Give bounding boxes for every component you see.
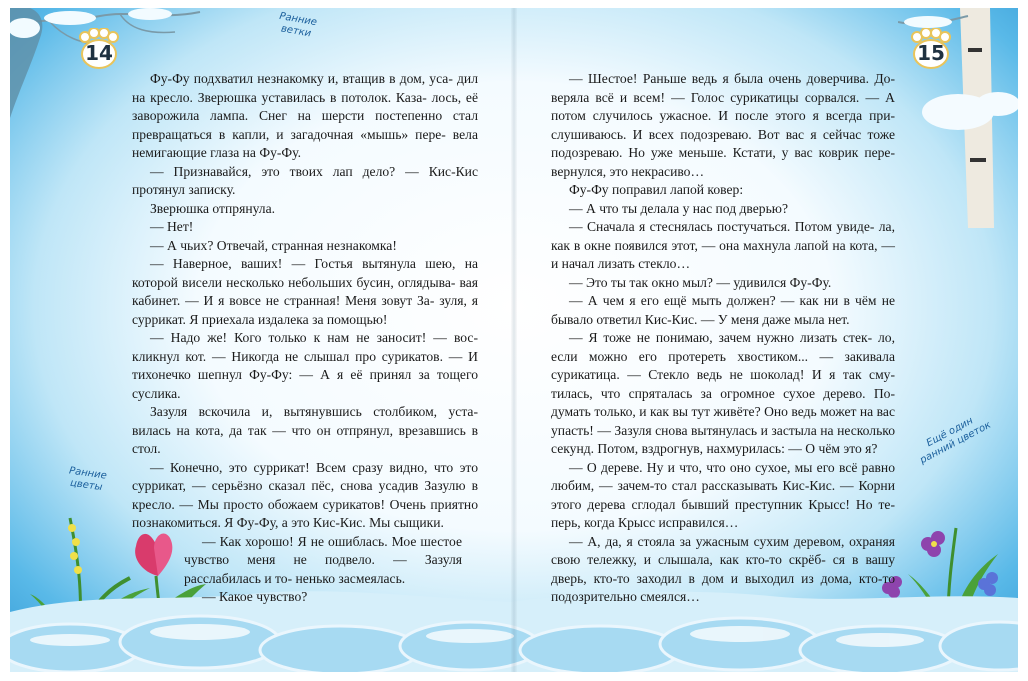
paragraph: — Конечно, это суррикат! Всем сразу видно, что это суррикат, — серьёзно сказал пёс, снова усадив Зазулю в кресло. — Мы просто обожаем сурикатов! Очень приятно познакомиться. Я Фу-Фу, а это Кис-Кис. Мы сыщики.: [132, 459, 478, 530]
left-flowers-note-line-1: Ранние: [68, 465, 108, 482]
paragraph: — О дереве. Ну и что, что оно сухое, мы его всё равно любим, — зачем-то стал рассказывать Кис-Кис. — Корни этого дерева сглодал бывший преступник Крысс! Но те- перь, когда Крысс исправился…: [551, 459, 895, 530]
paragraph: — Надо же! Кого только к нам не заносит! — вос- кликнул кот. — Никогда не слышал про сурикатов. — И тихонечко шепнул Фу-Фу: — А я её принял за тощего суслика.: [132, 330, 478, 401]
right-page-text: [551, 70, 895, 607]
paragraph: — Нет!: [150, 219, 194, 234]
paragraph: Зверюшка отпрянула.: [150, 200, 276, 216]
left-page-note: Ранние ветки: [278, 10, 318, 40]
paragraph: Фу-Фу поправил лапой ковер:: [569, 182, 744, 197]
left-flowers-note-line-2: цветы: [69, 477, 104, 494]
paragraph: — Шестое! Раньше ведь я была очень доверчива. До- веряла всё и всем! — Голос сурикатицы сорвался. — А потом случилось ужасное. И после этого я всегда при- слушиваюсь. И всех подозреваю. Вот вас я сейчас тоже подозреваю. Но уже меньше. Кстати, у вас коврик пере- вернулся, это некрасиво…: [551, 71, 895, 179]
paragraph: — Наверное, ваших! — Гостья вытянула шею, на которой висели несколько небольших бусин, оглядыва- вая кабинет. — И я вовсе не странная! Меня зовут За- зуля, я суррикат. Я приехала издалека за помощью!: [132, 256, 478, 327]
paragraph: — Какое чувство?: [202, 589, 308, 604]
right-page: [515, 8, 1018, 672]
paragraph: — Сначала я стеснялась постучаться. Потом увиде- ла, как в окне появился этот, — она махнула лапой на кота, — и начал лизать стекло…: [551, 219, 895, 271]
page-number-left: [76, 28, 122, 70]
left-page: [10, 8, 513, 672]
paragraph: — А, да, я стояла за ужасным сухим деревом, охраняя свою тележку, и слышала, как кто-то скрёб- ся в вашу дверь, кто-то заходил в дом и выходил из дома, кто-то подозрительно смеялся…: [551, 533, 895, 604]
right-page-note: Ещё один ранний цветок: [918, 415, 993, 467]
paragraph: — Я тоже не понимаю, зачем нужно лизать стек- ло, если можно его протереть хвостиком... — закивала сурикатица. — Стекло ведь не шоколад! И я так сму- тилась, что спряталась за огромное сухое дерево. По- думать только, и как вы тут живёте? Оно ведь может на вас упасть! — Зазуля снова вытянулась и застыла на несколько секунд. Потом, вздрогнув, нахмурилась: — О чём это я?: [551, 330, 895, 456]
paragraph: — А что ты делала у нас под дверью?: [569, 200, 788, 216]
left-page-text: [132, 70, 478, 607]
page-number-right: [908, 28, 954, 70]
paragraph: — А чьих? Отвечай, странная незнакомка!: [150, 237, 397, 253]
book-spread: [10, 8, 1018, 672]
page-number-left-text: 14: [85, 41, 113, 65]
paragraph: — Это ты так окно мыл? — удивился Фу-Фу.: [569, 274, 832, 290]
paragraph: — Признавайся, это твоих лап дело? — Кис-Кис протянул записку.: [132, 163, 478, 197]
paragraph: Зазуля вскочила и, вытянувшись столбиком, уста- вилась на кота, да так — что он отпрянул, врезавшись в стол.: [132, 404, 478, 456]
page-number-right-text: 15: [917, 41, 945, 65]
paragraph: — А чем я его ещё мыть должен? — как ни в чём не бывало ответил Кис-Кис. — У меня даже мыла нет.: [551, 293, 895, 327]
paragraph: — Как хорошо! Я не ошиблась. Мое шестое чувство меня не подвело. — Зазуля расслабилась и то- ненько засмеялась.: [184, 533, 462, 586]
paragraph: Фу-Фу подхватил незнакомку и, втащив в дом, уса- дил на кресло. Зверюшка уставилась в потолок. Каза- лось, её заворожила лампа. Снег на шерсти постепенно стал превращаться в капли, и загадочная «мышь» пере- вела немигающие глаза на Фу-Фу.: [132, 71, 478, 160]
